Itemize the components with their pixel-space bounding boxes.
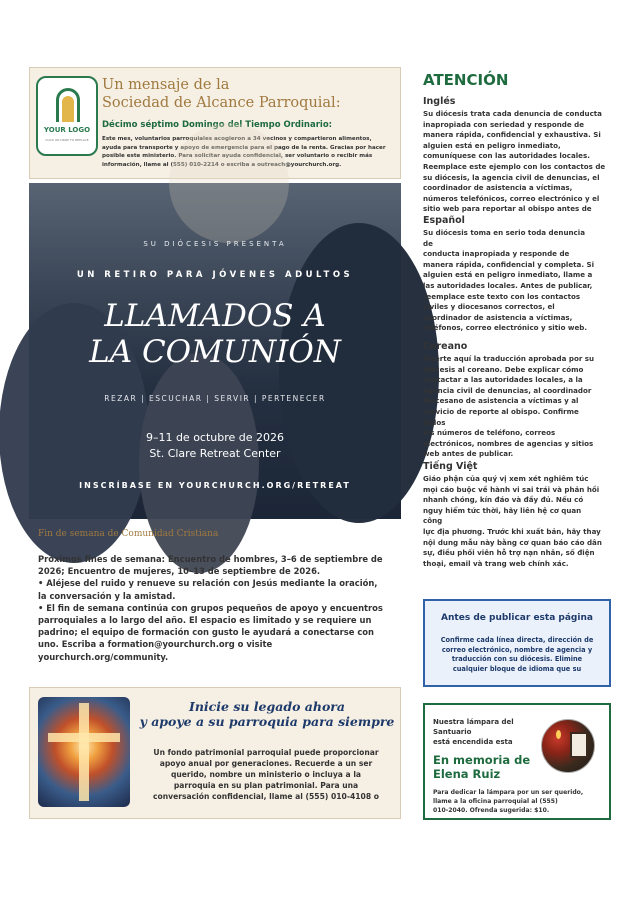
vietnamese-line: nhanh chóng, kín đáo và đầy đủ. Nếu có (423, 495, 584, 505)
memorial-body (433, 788, 603, 815)
outreach-body-line: posible este ministerio. Para solicitar ayuda confidencial, ser voluntario o recibir más (102, 153, 373, 159)
vietnamese-line: sự, điều phối viên hỗ trợ nạn nhân, số điện (423, 548, 595, 558)
outreach-body-line: ayuda para transporte y apoyo de emergencia para el pago de la renta. Gracias por hacer (102, 144, 386, 151)
outreach-subtitle: Décimo séptimo Domingo del Tiempo Ordinario: (102, 120, 333, 130)
retreat-presents: SU DIÓCESIS PRESENTA (143, 240, 287, 248)
english-label: Inglés (423, 96, 456, 107)
memorial-lamp-text (433, 717, 543, 747)
community-line: 2026; Encuentro de mujeres, 10–13 de septiembre de 2026. (38, 566, 321, 577)
vietnamese-label: Tiếng Việt (423, 461, 478, 472)
legacy-box (29, 687, 401, 819)
spanish-line: Su diócesis toma en serio toda denuncia (423, 228, 585, 237)
vietnamese-line: lực địa phương. Trước khi xuất bản, hãy thay (423, 526, 601, 536)
english-line: inapropiada con seriedad y responde de (423, 119, 585, 129)
logo-text: YOUR LOGO (43, 126, 91, 134)
legacy-title-line2: y apoye a su parroquia para siempre (139, 714, 395, 729)
english-line: coordinador de asistencia a víctimas, (423, 183, 573, 193)
memorial-box (423, 703, 611, 820)
english-line: Reemplace este ejemplo con los contactos de (423, 161, 606, 171)
memorial-lamp-line: Nuestra lámpara del (433, 718, 514, 726)
logo-subtext: CLICK OR DROP TO REPLACE (45, 138, 89, 142)
korean-line: diocesano de asistencia a víctimas y al (423, 396, 579, 406)
community-line: Próximos fines de semana: Encuentro de hombres, 3–6 de septiembre de (38, 554, 383, 564)
spanish-line: alguien está en peligro inmediato, llame a (423, 270, 593, 280)
community-line: uno. Escriba a formation@yourchurch.org o visite (38, 639, 273, 650)
memorial-body-line: Para dedicar la lámpara por un ser querido, (433, 789, 584, 796)
memorial-lamp-line: Santuario (433, 728, 472, 736)
legacy-line: apoyo anual por generaciones. Recuerde a un ser (159, 759, 373, 768)
spanish-line: las autoridades locales. Antes de publicar, (423, 280, 593, 290)
photo-frame-icon (570, 732, 588, 758)
english-body (423, 109, 613, 214)
spanish-line: manera rápida, confidencial y completa. Si (423, 259, 595, 269)
memorial-name-line2: Elena Ruiz (433, 767, 501, 781)
vietnamese-line: mọi cáo buộc về hành vi sai trái và phản hồi (423, 484, 600, 494)
korean-line: web antes de publicar. (423, 449, 514, 459)
legacy-title-line1: Inicie su legado ahora (188, 699, 345, 714)
before-publish-heading: Antes de publicar esta página (441, 613, 593, 623)
legacy-line: conversación confidencial, llame al (555) 010-4108 o (153, 792, 379, 801)
before-publish-body (437, 636, 597, 674)
retreat-title (29, 298, 401, 370)
retreat-date-text: 9–11 de octubre de 2026 (145, 431, 285, 444)
memorial-name-line1: En memoria de (433, 753, 531, 767)
community-line: parroquiales a lo largo del año. El espacio es limitado y se requiere un (38, 615, 372, 626)
retreat-register-link[interactable]: INSCRÍBASE EN YOURCHURCH.ORG/RETREAT (79, 481, 351, 490)
before-publish-box (423, 599, 611, 687)
community-line: • El fin de semana continúa con grupos pequeños de apoyo y encuentros (38, 602, 383, 613)
outreach-title (102, 76, 392, 112)
spanish-line: conducta inapropiada y responde de (423, 249, 570, 259)
korean-line: Inserte aquí la traducción aprobada por su (423, 354, 595, 363)
memorial-body-line: 010-2040. Ofrenda sugerida: $10. (433, 807, 550, 814)
korean-label: Coreano (423, 341, 468, 352)
spanish-body (423, 228, 613, 336)
parish-logo[interactable] (36, 76, 98, 156)
cross-vertical (79, 703, 89, 801)
legacy-body (140, 747, 392, 802)
cross-art-image (38, 697, 130, 807)
outreach-title-line1: Un mensaje de la (102, 77, 230, 93)
retreat-subtitle: UN RETIRO PARA JÓVENES ADULTOS (76, 270, 354, 280)
outreach-body-line: Este mes, voluntarios parroquiales acogieron a 34 vecinos y compartieron alimentos, (102, 136, 372, 142)
korean-line: contactar a las autoridades locales, a la (423, 375, 583, 385)
community-line: la conversación y la amistad. (38, 590, 176, 601)
outreach-title-line2: Sociedad de Alcance Parroquial: (102, 95, 341, 111)
retreat-place: St. Clare Retreat Center (149, 447, 281, 460)
english-line: números telefónicos, correo electrónico y el (423, 193, 600, 203)
before-publish-line: cualquier bloque de idioma que su (452, 664, 582, 673)
vietnamese-line: công (423, 516, 443, 526)
community-line: padrino; el equipo de formación con gusto le ayudará a conectarse con (38, 627, 375, 638)
english-line: sitio web para reportar al obispo antes de (423, 204, 592, 214)
korean-line: diócesis al coreano. Debe explicar cómo (423, 364, 584, 374)
vietnamese-line: nội dung mẫu này bằng cơ quan báo cáo dân (423, 537, 602, 547)
community-line: • Aléjese del ruido y renueve su relación con Jesús mediante la oración, (38, 578, 378, 589)
english-line: manera rápida, confidencial y exhaustiva. Si (423, 130, 601, 140)
korean-line: los números de teléfono, correos (423, 428, 556, 438)
legacy-title (136, 699, 398, 729)
arch-fill-icon (62, 96, 74, 122)
community-line: yourchurch.org/community. (38, 651, 169, 662)
before-publish-line: correo electrónico, nombre de agencia y (441, 645, 593, 654)
korean-line: todos (423, 417, 446, 427)
legacy-line: parroquia en su plan patrimonial. Para una (173, 781, 359, 790)
memorial-lamp-line: está encendida esta (433, 738, 513, 746)
before-publish-line: Confirme cada línea directa, dirección de (440, 636, 594, 644)
spanish-line: reemplace este texto con los contactos (423, 291, 581, 301)
candle-flame-icon (556, 730, 561, 739)
community-heading: Fin de semana de Comunidad Cristiana (38, 529, 219, 539)
spanish-line: coordinador de asistencia a víctimas, (423, 312, 573, 322)
vietnamese-body (423, 474, 613, 572)
memorial-body-line: llame a la oficina parroquial al (555) (433, 798, 558, 805)
retreat-title-line2: LA COMUNIÓN (89, 334, 341, 370)
candle-photo (541, 719, 595, 773)
legacy-line: querido, nombre un ministerio o incluya a la (170, 770, 362, 779)
vietnamese-line: thoại, email và trang web chính xác. (423, 558, 569, 568)
memorial-name (433, 753, 543, 781)
korean-line: agencia civil de denuncias, al coordinador (423, 385, 592, 395)
spanish-line: de (423, 238, 433, 248)
before-publish-line: traducción con su diócesis. Elimine (451, 655, 583, 663)
retreat-pillars: REZAR | ESCUCHAR | SERVIR | PERTENECER (104, 394, 326, 403)
korean-line: servicio de reporte al obispo. Confirme (423, 406, 579, 416)
spanish-line: teléfonos, correo electrónico y sitio web. (423, 323, 588, 333)
community-body (38, 553, 390, 663)
outreach-body-line: información, llame al (555) 010-2214 o escriba a outreach@yourchurch.org. (102, 161, 342, 168)
attention-heading: ATENCIÓN (423, 71, 509, 89)
spanish-line: civiles y diocesanos correctos, el (423, 302, 555, 312)
english-line: su diócesis, la agencia civil de denuncias, el (423, 172, 600, 182)
legacy-line: Un fondo patrimonial parroquial puede proporcionar (153, 748, 379, 757)
english-line: comuníquese con las autoridades locales. (423, 151, 590, 161)
english-line: alguien está en peligro inmediato, (423, 140, 561, 150)
retreat-date (29, 430, 401, 462)
cross-horizontal (48, 733, 120, 742)
korean-line: electrónicos, nombres de agencias y sitios (423, 438, 594, 448)
retreat-title-line1: LLAMADOS A (104, 298, 326, 334)
spanish-label: Español (423, 215, 465, 226)
english-line: Su diócesis trata cada denuncia de conducta (423, 109, 602, 118)
retreat-banner (29, 183, 401, 519)
vietnamese-line: nguy hiểm tức thời, hãy liên hệ cơ quan (423, 505, 582, 515)
korean-body (423, 354, 613, 459)
vietnamese-line: Giáo phận của quý vị xem xét nghiêm túc (423, 474, 589, 483)
